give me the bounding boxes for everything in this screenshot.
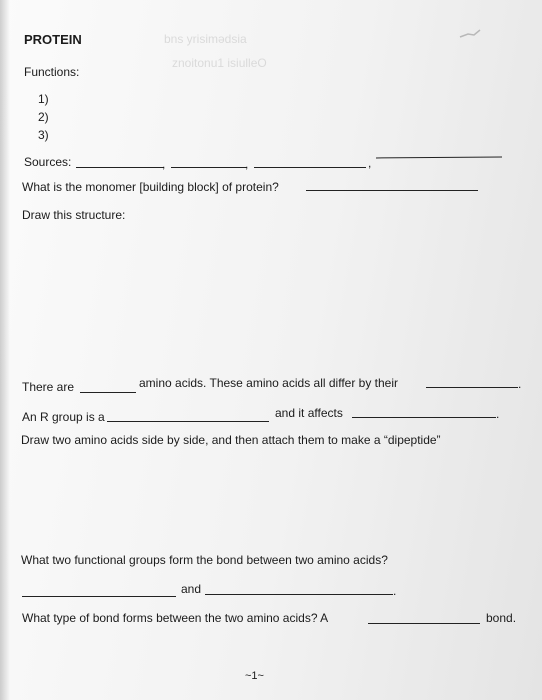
bleed-through-text: znoitonu1 isiulleO bbox=[172, 56, 267, 70]
period: . bbox=[393, 584, 397, 598]
page-number: ~1~ bbox=[245, 670, 264, 682]
period: . bbox=[496, 407, 500, 421]
sources-blank-3[interactable] bbox=[254, 167, 366, 168]
functions-label: Functions: bbox=[24, 65, 80, 79]
comma: , bbox=[245, 157, 249, 171]
bond-type-blank[interactable] bbox=[368, 623, 480, 624]
sources-label: Sources: bbox=[24, 155, 72, 169]
period: . bbox=[518, 377, 522, 391]
pencil-mark-icon bbox=[458, 26, 484, 40]
amino-acids-text: amino acids. These amino acids all differ by their bbox=[139, 376, 399, 390]
functional-group-blank-1[interactable] bbox=[22, 596, 176, 597]
dipeptide-instruction: Draw two amino acids side by side, and then attach them to make a “dipeptide” bbox=[21, 433, 441, 447]
function-item: 3) bbox=[38, 128, 49, 142]
page-title: PROTEIN bbox=[24, 32, 82, 47]
page-shadow bbox=[0, 0, 10, 700]
monomer-answer-blank[interactable] bbox=[306, 190, 478, 191]
bleed-through-text: bns yrisimədsia bbox=[164, 32, 247, 46]
monomer-question: What is the monomer [building block] of protein? bbox=[22, 180, 279, 194]
and-it-affects-text: and it affects bbox=[275, 406, 343, 420]
r-group-blank[interactable] bbox=[107, 421, 269, 422]
comma: , bbox=[368, 156, 372, 170]
there-are-text: There are bbox=[22, 380, 75, 394]
comma: , bbox=[162, 157, 166, 171]
differ-by-blank[interactable] bbox=[426, 387, 518, 388]
and-word: and bbox=[181, 582, 202, 596]
sources-blank-2[interactable] bbox=[171, 167, 247, 168]
sources-blank-1[interactable] bbox=[76, 167, 164, 168]
sources-blank-4[interactable] bbox=[376, 157, 502, 159]
functional-group-blank-2[interactable] bbox=[205, 594, 393, 595]
functional-groups-question: What two functional groups form the bond between two amino acids? bbox=[21, 553, 388, 567]
amino-acid-count-blank[interactable] bbox=[80, 392, 136, 393]
function-item: 1) bbox=[38, 92, 49, 106]
function-item: 2) bbox=[38, 110, 49, 124]
r-group-text: An R group is a bbox=[22, 410, 105, 424]
bond-type-question: What type of bond forms between the two amino acids? A bbox=[22, 611, 329, 625]
bond-word: bond. bbox=[486, 611, 517, 625]
affects-blank[interactable] bbox=[352, 417, 496, 418]
draw-structure-label: Draw this structure: bbox=[22, 208, 126, 222]
